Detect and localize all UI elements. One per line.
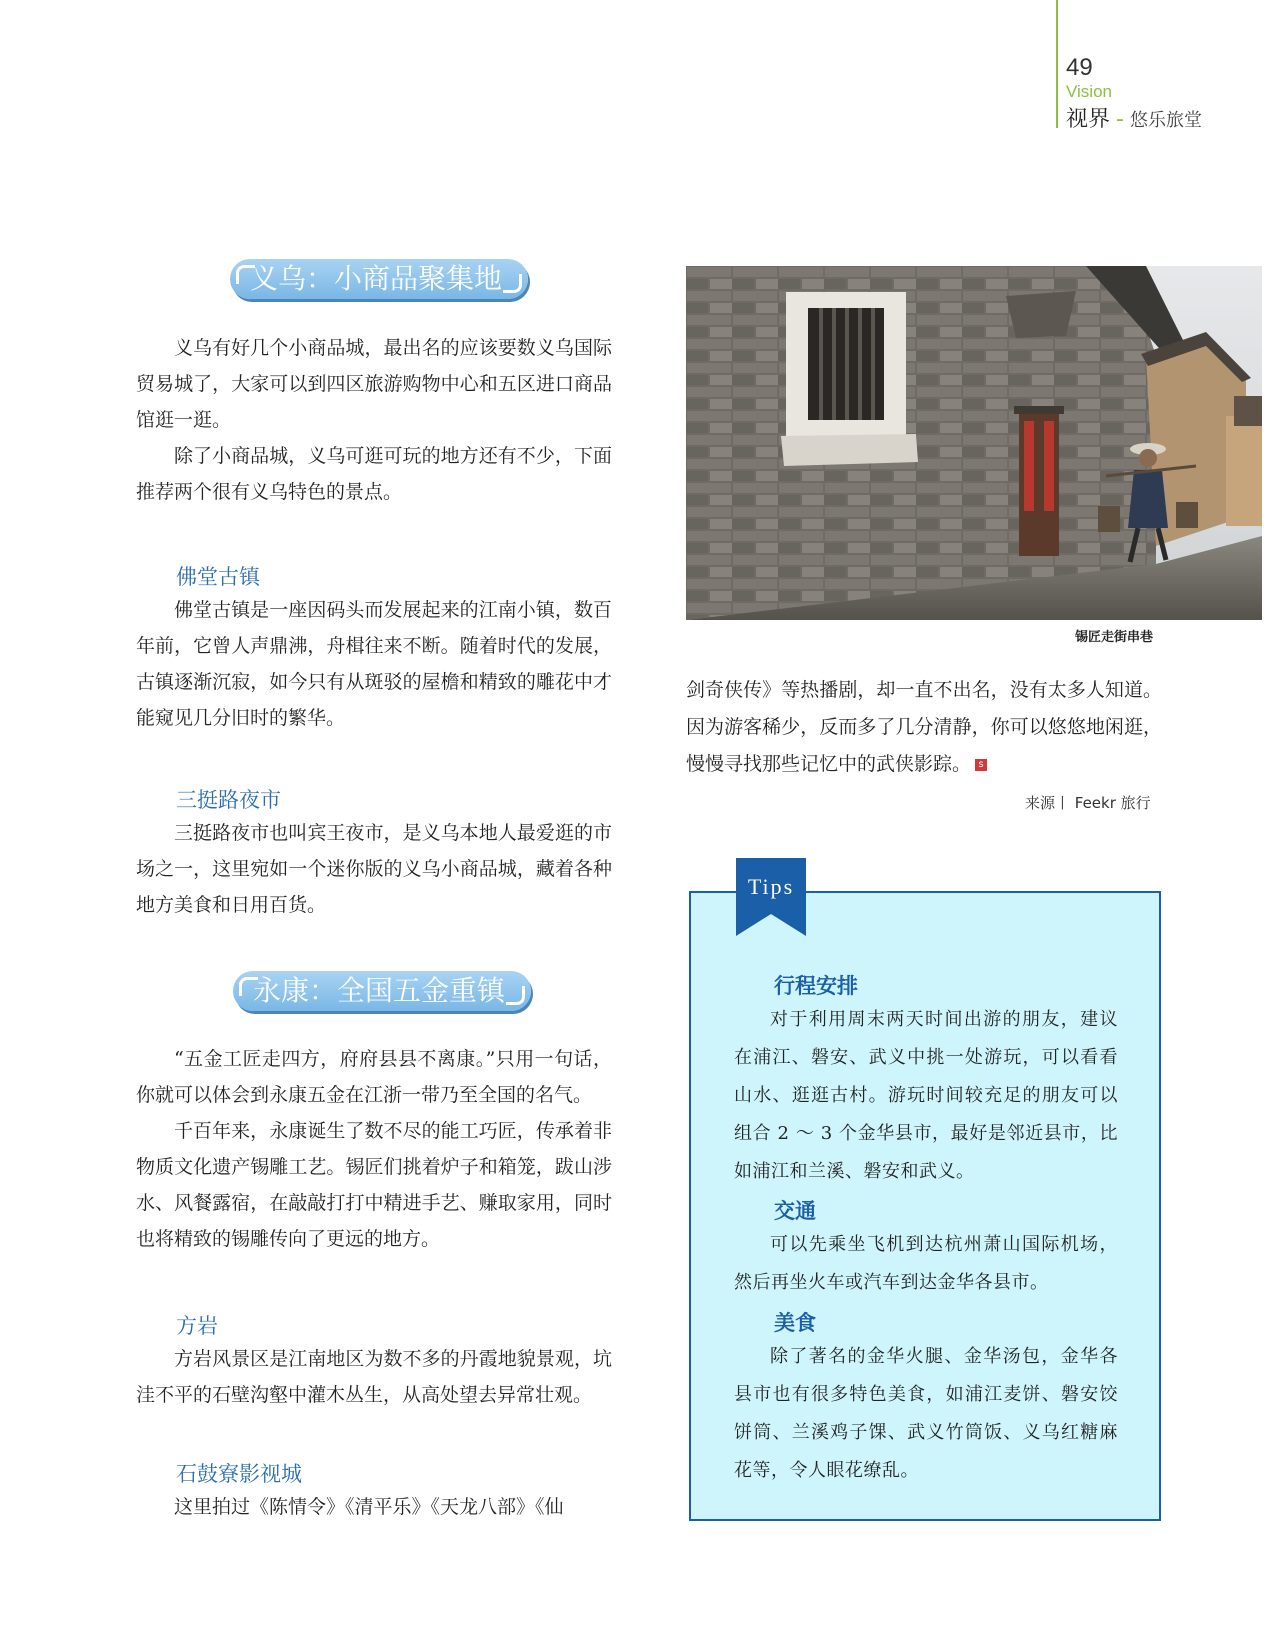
tip-heading-transport: 交通 xyxy=(774,1199,816,1223)
paragraph: 除了著名的金华火腿、金华汤包，金华各县市也有很多特色美食，如浦江麦饼、磐安饺饼筒、兰溪鸡子馃、武义竹筒饭、义乌红糖麻花等，令人眼花缭乱。 xyxy=(734,1346,1118,1481)
source-credit: 来源丨 Feekr 旅行 xyxy=(1025,794,1151,812)
bracket-decoration xyxy=(503,274,522,293)
shiguliao-text-continued xyxy=(686,672,1162,783)
paragraph: “五金工匠走四方，府府县县不离康。”只用一句话，你就可以体会到永康五金在江浙一带乃至全国的名气。 xyxy=(136,1048,612,1106)
street-photo-illustration xyxy=(686,266,1262,620)
santing-heading: 三挺路夜市 xyxy=(176,788,281,812)
tips-flag xyxy=(736,858,806,936)
photo-caption: 锡匠走街串巷 xyxy=(1075,630,1154,645)
paragraph: 可以先乘坐飞机到达杭州萧山国际机场，然后再坐火车或汽车到达金华各县市。 xyxy=(734,1234,1118,1293)
subsection-name: 悠乐旅堂 xyxy=(1129,110,1202,131)
yongkang-intro xyxy=(136,1041,612,1257)
tip-text-transport xyxy=(734,1226,1118,1302)
tip-text-itinerary xyxy=(734,1001,1118,1191)
section-name: 视界 xyxy=(1066,107,1111,132)
tip-heading-food: 美食 xyxy=(774,1311,816,1335)
paragraph: 除了小商品城，义乌可逛可玩的地方还有不少，下面推荐两个很有义乌特色的景点。 xyxy=(136,445,612,503)
paragraph: 方岩风景区是江南地区为数不多的丹霞地貌景观，坑洼不平的石壁沟壑中灌木丛生，从高处望去异常壮观。 xyxy=(136,1348,612,1406)
yongkang-title-text: 永康：全国五金重镇 xyxy=(253,974,506,1007)
bracket-decoration xyxy=(236,265,255,284)
shiguliao-heading: 石鼓寮影视城 xyxy=(176,1462,302,1486)
paragraph: 千百年来，永康诞生了数不尽的能工巧匠，传承着非物质文化遗产锡雕工艺。锡匠们挑着炉子和箱笼，跋山涉水、风餐露宿，在敲敲打打中精进手艺、赚取家用，同时也将精致的锡雕传向了更远的地方。 xyxy=(136,1120,612,1250)
santing-text xyxy=(136,815,612,923)
fangyan-text xyxy=(136,1341,612,1413)
end-mark-icon: s xyxy=(975,759,987,771)
fotang-text xyxy=(136,592,612,736)
yiwu-title-text: 义乌：小商品聚集地 xyxy=(250,262,503,295)
continued-text: 剑奇侠传》等热播剧，却一直不出名，没有太多人知道。因为游客稀少，反而多了几分清静，你可以悠悠地闲逛，慢慢寻找那些记忆中的武侠影踪。 xyxy=(686,679,1162,775)
bracket-decoration xyxy=(506,986,525,1005)
bracket-decoration xyxy=(239,977,258,996)
paragraph: 三挺路夜市也叫宾王夜市，是义乌本地人最爱逛的市场之一，这里宛如一个迷你版的义乌小商品城，藏着各种地方美食和日用百货。 xyxy=(136,822,612,916)
page-number: 49 xyxy=(1066,54,1093,81)
header-section xyxy=(1066,102,1202,133)
yiwu-intro xyxy=(136,330,612,510)
paragraph: 对于利用周末两天时间出游的朋友，建议在浦江、磐安、武义中挑一处游玩，可以看看山水、逛逛古村。游玩时间较充足的朋友可以组合 2 ～ 3 个金华县市，最好是邻近县市，比如浦江和兰溪、磐安和武义。 xyxy=(734,1009,1118,1182)
fangyan-heading: 方岩 xyxy=(176,1314,218,1338)
paragraph xyxy=(686,672,1162,783)
tip-heading-itinerary: 行程安排 xyxy=(774,974,858,998)
street-photo xyxy=(686,266,1262,620)
header-vision: Vision xyxy=(1066,82,1112,101)
tip-text-food xyxy=(734,1338,1118,1490)
fotang-heading: 佛堂古镇 xyxy=(176,565,260,589)
section-separator: - xyxy=(1116,107,1124,132)
header-divider xyxy=(1056,0,1058,128)
paragraph: 这里拍过《陈情令》《清平乐》《天龙八部》《仙 xyxy=(174,1496,564,1518)
shiguliao-text-start xyxy=(136,1489,612,1525)
tips-label: Tips xyxy=(747,874,795,899)
paragraph: 义乌有好几个小商品城，最出名的应该要数义乌国际贸易城了，大家可以到四区旅游购物中心和五区进口商品馆逛一逛。 xyxy=(136,337,612,431)
paragraph: 佛堂古镇是一座因码头而发展起来的江南小镇，数百年前，它曾人声鼎沸，舟楫往来不断。随着时代的发展，古镇逐渐沉寂，如今只有从斑驳的屋檐和精致的雕花中才能窥见几分旧时的繁华。 xyxy=(136,599,612,729)
yongkang-title xyxy=(233,971,531,1011)
yiwu-title xyxy=(230,259,528,299)
